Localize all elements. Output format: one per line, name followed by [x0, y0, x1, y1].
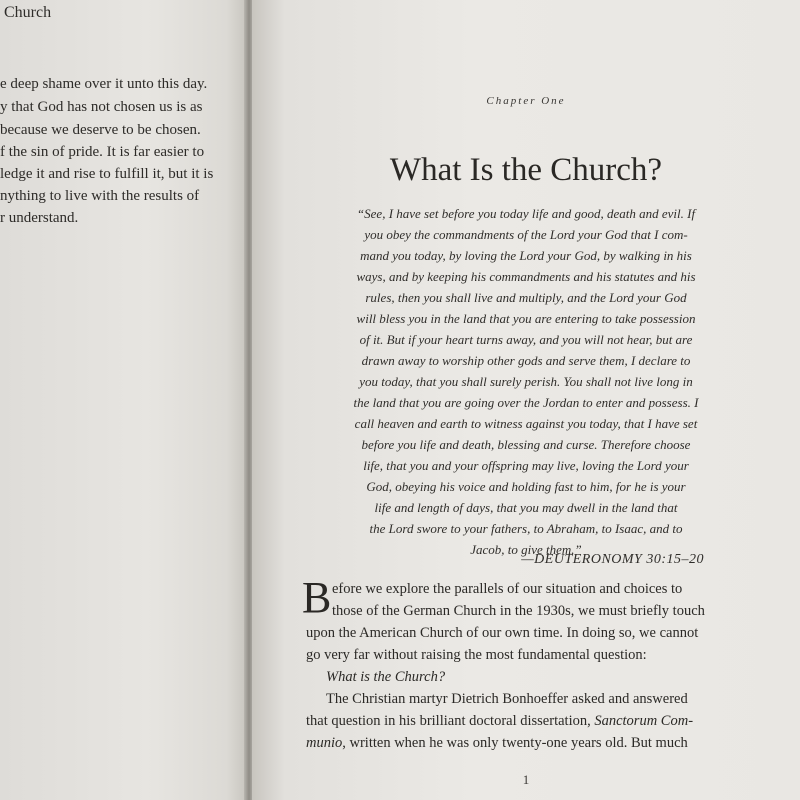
epigraph-line: you today, that you shall surely perish. You shall not live long in	[359, 374, 693, 389]
left-text-line: e deep shame over it unto this day.	[0, 76, 208, 92]
left-text-line: ledge it and rise to fulfill it, but it is	[0, 166, 214, 182]
epigraph-line: you obey the commandments of the Lord your God that I com-	[364, 227, 688, 242]
body-line: The Christian martyr Dietrich Bonhoeffer asked and answered	[326, 691, 688, 707]
left-text-line: nything to live with the results of	[0, 188, 200, 204]
epigraph-line: Jacob, to give them.”	[470, 542, 582, 557]
body-line: upon the American Church of our own time. In doing so, we cannot	[306, 625, 699, 641]
epigraph-line: life, that you and your offspring may live, loving the Lord your	[363, 458, 689, 473]
body-line	[306, 713, 693, 730]
body-line-question: What is the Church?	[326, 669, 446, 685]
epigraph-line: call heaven and earth to witness against you today, that I have set	[354, 416, 698, 431]
book-title-text: Sanctorum Com-	[594, 713, 694, 729]
epigraph-line: before you life and death, blessing and curse. Therefore choose	[361, 437, 691, 452]
right-page	[252, 0, 800, 800]
left-text-line: r understand.	[0, 210, 79, 226]
epigraph-line: the Lord swore to your fathers, to Abraham, to Isaac, and to	[369, 521, 683, 536]
body-line: efore we explore the parallels of our situation and choices to	[332, 581, 683, 597]
book-title-text: munio	[306, 735, 343, 751]
body-text: , written when he was only twenty-one years old. But much	[342, 735, 688, 751]
epigraph-line: ways, and by keeping his commandments and his statutes and his	[356, 269, 696, 284]
epigraph-line: God, obeying his voice and holding fast to him, for he is your	[366, 479, 686, 494]
epigraph-line: drawn away to worship other gods and serve them, I declare to	[361, 353, 691, 368]
epigraph-line: will bless you in the land that you are entering to take possession	[356, 311, 696, 326]
chapter-title: What Is the Church?	[389, 152, 663, 188]
page-number: 1	[522, 772, 530, 787]
running-head: Church	[4, 4, 52, 21]
chapter-label: Chapter One	[486, 95, 566, 107]
epigraph-line: of it. But if your heart turns away, and you will not hear, but are	[359, 332, 693, 347]
body-line	[306, 735, 688, 752]
left-page	[0, 0, 246, 800]
epigraph-line: rules, then you shall live and multiply, and the Lord your God	[365, 290, 687, 305]
epigraph-line: “See, I have set before you today life and good, death and evil. If	[356, 206, 696, 221]
body-line: those of the German Church in the 1930s, we must briefly touch	[332, 603, 705, 619]
epigraph-source: —DEUTERONOMY 30:15–20	[521, 552, 704, 567]
epigraph-line: the land that you are going over the Jordan to enter and possess. I	[353, 395, 699, 410]
left-text-line: y that God has not chosen us is as	[0, 99, 203, 115]
epigraph-line: life and length of days, that you may dwell in the land that	[374, 500, 678, 515]
epigraph-line: mand you today, by loving the Lord your God, by walking in his	[360, 248, 692, 263]
left-text-line: f the sin of pride. It is far easier to	[0, 144, 205, 160]
left-text-line: because we deserve to be chosen.	[0, 122, 201, 138]
drop-cap: B	[302, 573, 332, 622]
body-line: go very far without raising the most fundamental question:	[306, 647, 647, 663]
body-text: that question in his brilliant doctoral dissertation,	[306, 713, 595, 729]
